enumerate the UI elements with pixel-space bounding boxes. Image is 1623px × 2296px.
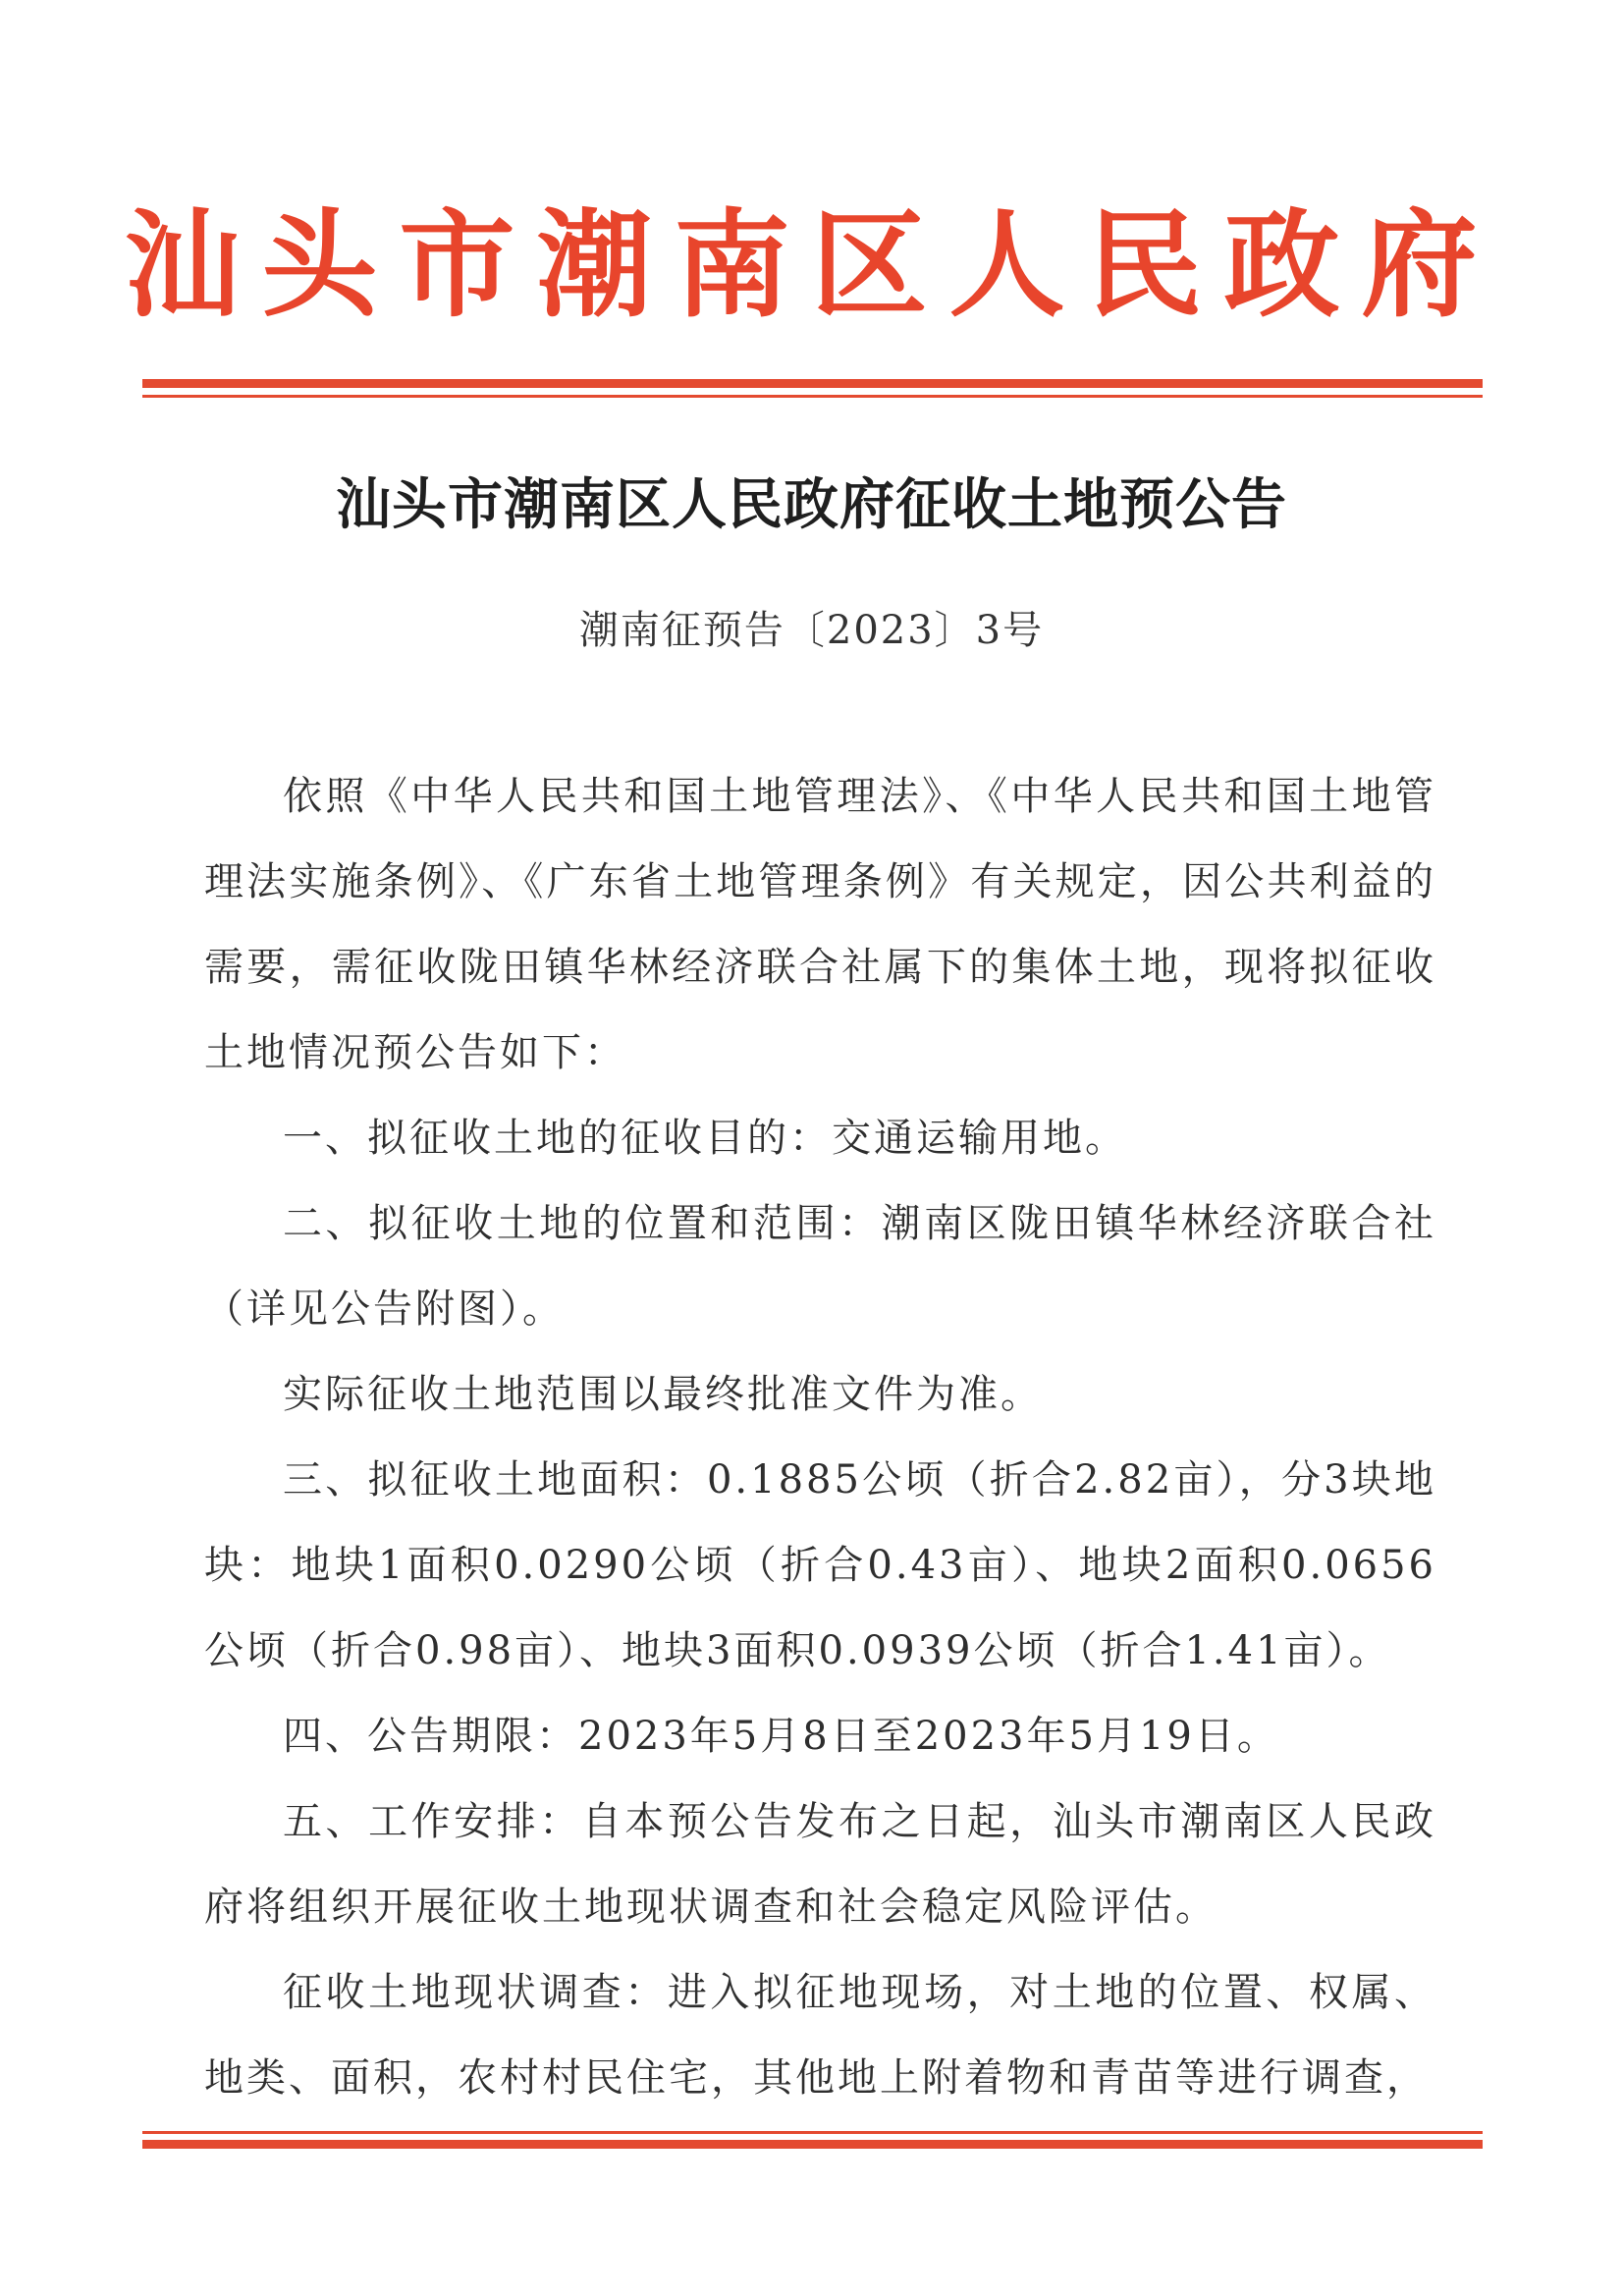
issuer-masthead: 汕头市潮南区人民政府 <box>124 196 1499 333</box>
document-body <box>204 754 1436 2121</box>
body-paragraph: 五、工作安排：自本预公告发布之日起，汕头市潮南区人民政府将组织开展征收土地现状调查和社会稳定风险评估。 <box>204 1799 1436 1930</box>
body-paragraph: 征收土地现状调查：进入拟征地现场，对土地的位置、权属、地类、面积，农村村民住宅，其他地上附着物和青苗等进行调查， <box>204 1970 1436 2101</box>
footer-rule-thin-line <box>142 2131 1483 2134</box>
body-paragraph: 依照《中华人民共和国土地管理法》、《中华人民共和国土地管理法实施条例》、《广东省土地管理条例》有关规定，因公共利益的需要，需征收陇田镇华林经济联合社属下的集体土地，现将拟征收土地情况预公告如下： <box>204 774 1436 1075</box>
header-rule-thin-line <box>142 395 1483 398</box>
body-paragraph: 一、拟征收土地的征收目的：交通运输用地。 <box>283 1116 1127 1161</box>
footer-red-rule <box>142 2131 1483 2149</box>
body-paragraph: 实际征收土地范围以最终批准文件为准。 <box>283 1372 1043 1417</box>
body-paragraph: 四、公告期限：2023年5月8日至2023年5月19日。 <box>283 1714 1279 1759</box>
document-number: 潮南征预告〔2023〕3号 <box>578 608 1045 653</box>
document-title: 汕头市潮南区人民政府征收土地预公告 <box>336 472 1287 537</box>
body-paragraph: 三、拟征收土地面积：0.1885公顷（折合2.82亩），分3块地块：地块1面积0.0290公顷（折合0.43亩）、地块2面积0.0656公顷（折合0.98亩）、地块3面积0.0939公顷（折合1.41亩）。 <box>204 1457 1436 1673</box>
body-paragraph: 二、拟征收土地的位置和范围：潮南区陇田镇华林经济联合社（详见公告附图）。 <box>204 1201 1436 1332</box>
header-red-rule <box>142 379 1483 398</box>
footer-rule-thick-line <box>142 2140 1483 2149</box>
header-rule-thick-line <box>142 379 1483 388</box>
